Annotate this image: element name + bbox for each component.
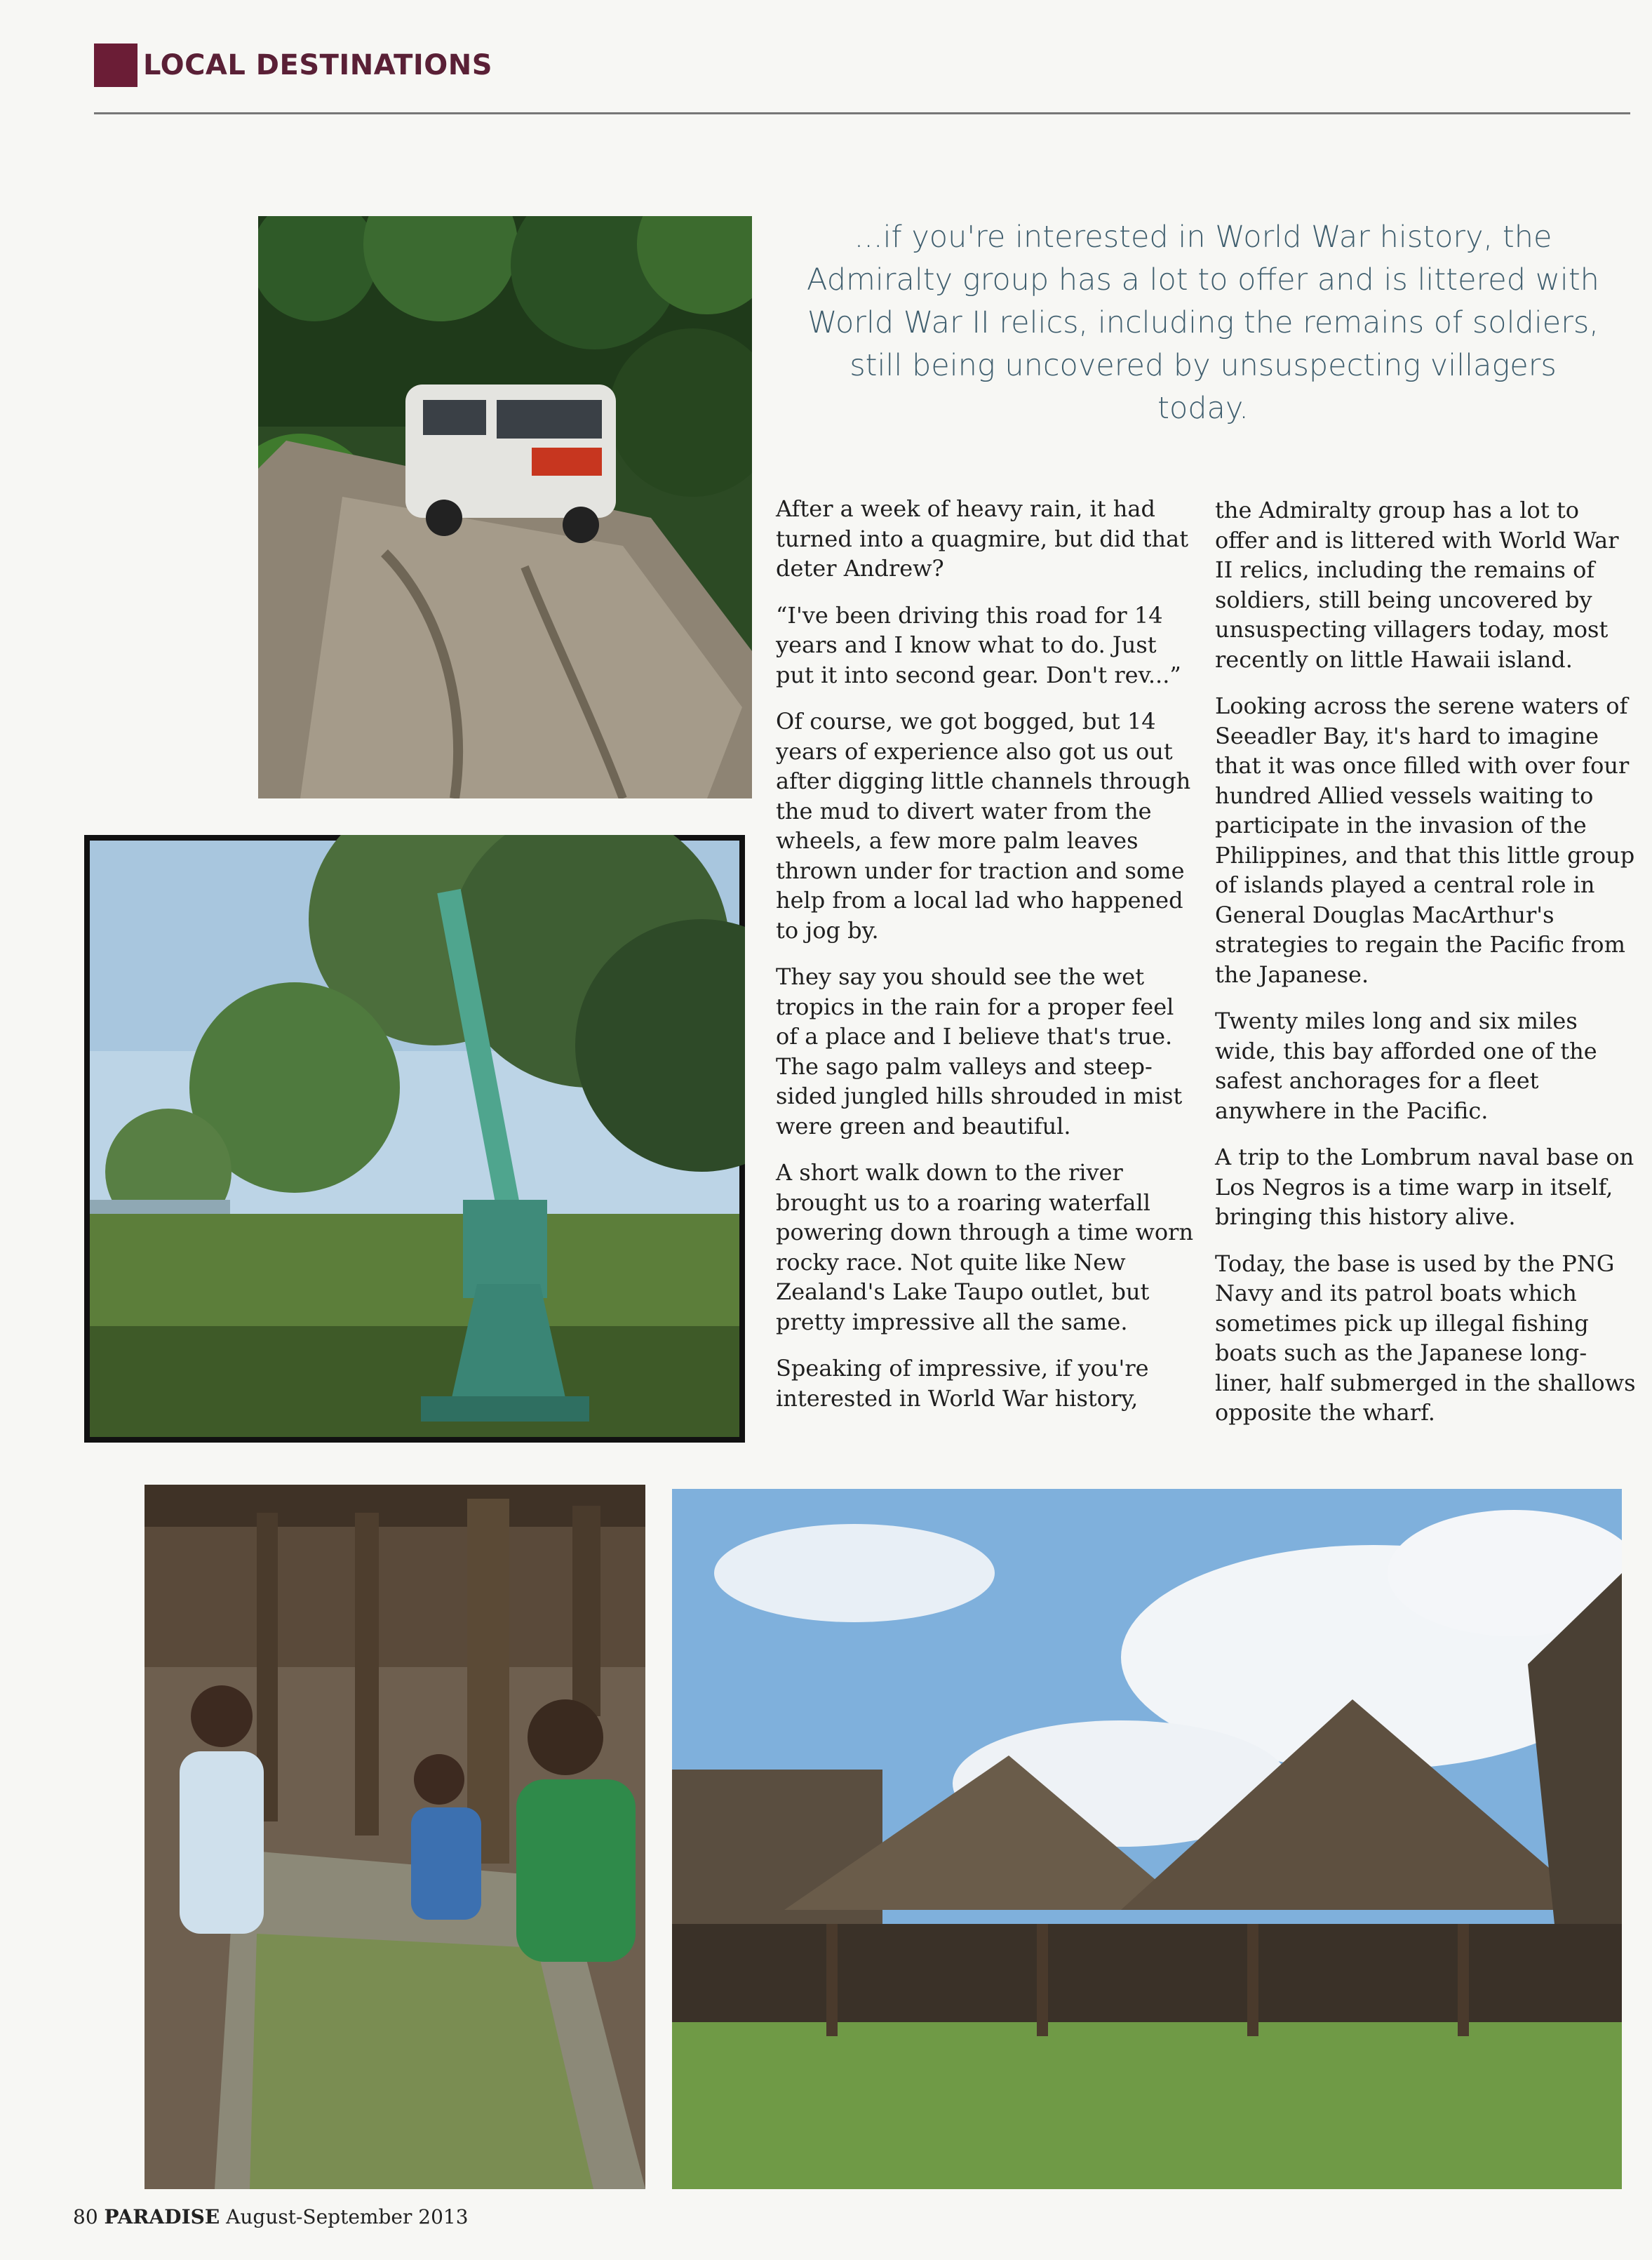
section-marker bbox=[94, 44, 137, 87]
page-footer bbox=[73, 2205, 469, 2228]
photo-thatched-market bbox=[672, 1489, 1622, 2189]
paragraph: the Admiralty group has a lot to offer and is littered with World War II relics, including the remains of soldiers, still being uncovered by unsuspecting villagers today, most recently on little Hawaii island. bbox=[1215, 497, 1619, 673]
magazine-name: PARADISE bbox=[104, 2205, 220, 2228]
paragraph: Looking across the serene waters of Seeadler Bay, it's hard to imagine that it was once filled with over four hundred Allied vessels waiting to participate in the invasion of the Philippines, and that this little group of islands played a central role in General Douglas MacArthur's strategies to regain the Pacific from the Japanese. bbox=[1215, 693, 1635, 988]
paragraph: A short walk down to the river brought us to a roaring waterfall powering down through a time worn rocky race. Not quite like New Zealand's Lake Taupo outlet, but pretty impressive all the same. bbox=[776, 1159, 1194, 1335]
article-column-left bbox=[776, 494, 1197, 1430]
gun-photo-illustration bbox=[84, 835, 745, 1443]
market-photo-illustration bbox=[145, 1485, 645, 2189]
header-divider bbox=[94, 112, 1630, 114]
section-title: LOCAL DESTINATIONS bbox=[143, 49, 493, 81]
paragraph: Today, the base is used by the PNG Navy and its patrol boats which sometimes pick up illegal fishing boats such as the Japanese long-liner, half submerged in the shallows opposite the wharf. bbox=[1215, 1250, 1636, 1426]
photo-wwii-gun bbox=[84, 835, 745, 1443]
pull-quote: ...if you're interested in World War history, the Admiralty group has a lot to offer and is littered with World War II relics, including the remains of soldiers, still being uncovered by unsuspecting villagers today. bbox=[807, 220, 1599, 426]
paragraph: A trip to the Lombrum naval base on Los Negros is a time warp in itself, bringing this history alive. bbox=[1215, 1144, 1634, 1230]
photo-market-vendors bbox=[145, 1485, 645, 2189]
article-column-right bbox=[1215, 495, 1636, 1445]
paragraph: They say you should see the wet tropics in the rain for a proper feel of a place and I believe that's true. The sago palm valleys and steep-sided jungled hills shrouded in mist were green and beautiful. bbox=[776, 963, 1183, 1139]
issue-date: August-September 2013 bbox=[226, 2205, 469, 2228]
page-number: 80 bbox=[73, 2205, 98, 2228]
paragraph: After a week of heavy rain, it had turned into a quagmire, but did that deter Andrew? bbox=[776, 495, 1189, 582]
paragraph: Speaking of impressive, if you're interested in World War history, bbox=[776, 1355, 1149, 1412]
photo-van-muddy-road bbox=[258, 216, 752, 798]
paragraph: “I've been driving this road for 14 years and I know what to do. Just put it into second gear. Don't rev...” bbox=[776, 601, 1181, 688]
paragraph: Twenty miles long and six miles wide, this bay afforded one of the safest anchorages for a fleet anywhere in the Pacific. bbox=[1215, 1008, 1597, 1124]
thatched-market-illustration bbox=[672, 1489, 1622, 2189]
paragraph: Of course, we got bogged, but 14 years of experience also got us out after digging little channels through the mud to divert water from the wheels, a few more palm leaves thrown under for traction and some help from a local lad who happened to jog by. bbox=[776, 708, 1191, 944]
van-photo-illustration bbox=[258, 216, 752, 798]
